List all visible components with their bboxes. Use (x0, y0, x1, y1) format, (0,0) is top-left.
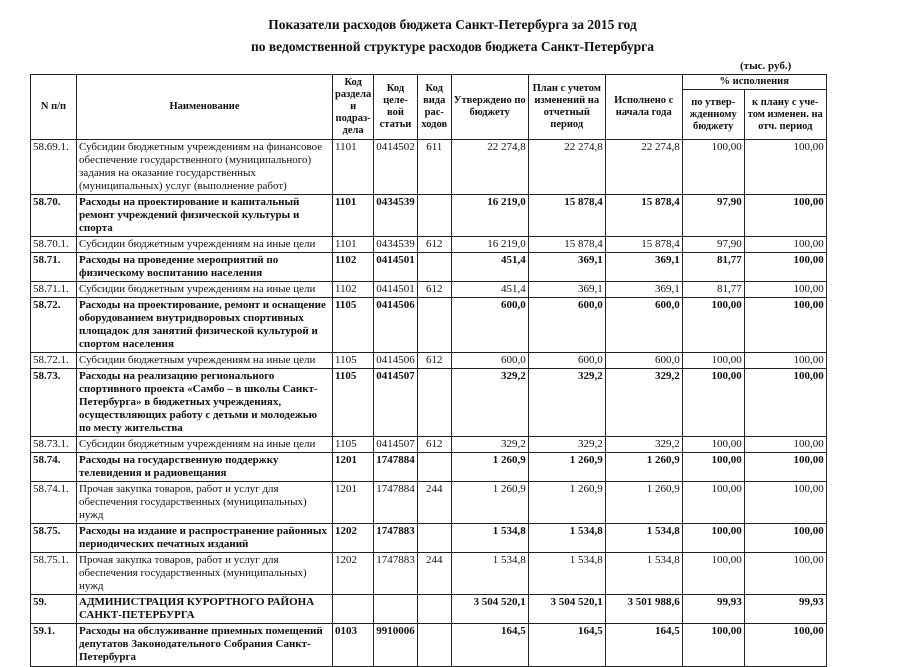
cell-name: Расходы на реализацию регионального спортивного проекта «Самбо – в школы Санкт-Петербурга» в бюджетных учреждениях, осуществляющих работу с детьми и молодежью по месту жительства (77, 369, 333, 437)
cell-num: 58.70. (31, 195, 77, 237)
cell-vid (417, 298, 451, 353)
cell-executed: 22 274,8 (605, 140, 682, 195)
cell-approved: 1 260,9 (451, 482, 528, 524)
cell-num: 58.74. (31, 453, 77, 482)
cell-pct-approved: 100,00 (682, 369, 744, 437)
cell-vid: 611 (417, 140, 451, 195)
cell-pct-plan: 100,00 (744, 353, 826, 369)
cell-statya: 0434539 (374, 237, 418, 253)
cell-num: 58.75.1. (31, 553, 77, 595)
cell-name: Прочая закупка товаров, работ и услуг для обеспечения государственных (муниципальных) нужд (77, 482, 333, 524)
cell-executed: 600,0 (605, 353, 682, 369)
cell-num: 58.72.1. (31, 353, 77, 369)
cell-pct-approved: 81,77 (682, 253, 744, 282)
cell-approved: 22 274,8 (451, 140, 528, 195)
cell-name: Расходы на издание и распространение районных периодических печатных изданий (77, 524, 333, 553)
cell-num: 59. (31, 595, 77, 624)
cell-razdel: 1202 (333, 553, 374, 595)
cell-pct-plan: 100,00 (744, 140, 826, 195)
cell-executed: 369,1 (605, 282, 682, 298)
cell-num: 58.70.1. (31, 237, 77, 253)
cell-name: Прочая закупка товаров, работ и услуг для обеспечения государственных (муниципальных) нужд (77, 553, 333, 595)
cell-plan: 369,1 (528, 282, 605, 298)
cell-num: 58.71.1. (31, 282, 77, 298)
header-plan: План с учетом изменений на отчетный период (528, 75, 605, 140)
cell-razdel: 1101 (333, 140, 374, 195)
cell-approved: 1 534,8 (451, 553, 528, 595)
cell-pct-approved: 100,00 (682, 553, 744, 595)
cell-pct-plan: 100,00 (744, 298, 826, 353)
page-title: Показатели расходов бюджета Санкт-Петербурга за 2015 год (268, 17, 637, 32)
cell-approved: 164,5 (451, 624, 528, 667)
cell-pct-plan: 100,00 (744, 437, 826, 453)
cell-name: Расходы на проектирование и капитальный ремонт учреждений физической культуры и спорта (77, 195, 333, 237)
cell-name: Расходы на проведение мероприятий по физическому воспитанию населения (77, 253, 333, 282)
cell-approved: 3 504 520,1 (451, 595, 528, 624)
cell-executed: 1 260,9 (605, 453, 682, 482)
cell-name: Расходы на обслуживание приемных помещений депутатов Законодательного Собрания Санкт-Петербурга (77, 624, 333, 667)
cell-approved: 16 219,0 (451, 237, 528, 253)
cell-plan: 600,0 (528, 353, 605, 369)
cell-pct-plan: 100,00 (744, 253, 826, 282)
cell-pct-approved: 100,00 (682, 140, 744, 195)
cell-executed: 164,5 (605, 624, 682, 667)
cell-vid: 612 (417, 237, 451, 253)
cell-executed: 600,0 (605, 298, 682, 353)
cell-statya: 0414506 (374, 353, 418, 369)
cell-pct-plan: 100,00 (744, 453, 826, 482)
cell-statya: 0414502 (374, 140, 418, 195)
cell-pct-plan: 100,00 (744, 282, 826, 298)
table-row (31, 253, 827, 282)
cell-plan: 22 274,8 (528, 140, 605, 195)
cell-name: АДМИНИСТРАЦИЯ КУРОРТНОГО РАЙОНА САНКТ-ПЕТЕРБУРГА (77, 595, 333, 624)
cell-approved: 600,0 (451, 353, 528, 369)
cell-vid: 612 (417, 437, 451, 453)
cell-pct-approved: 99,93 (682, 595, 744, 624)
cell-razdel (333, 595, 374, 624)
cell-razdel: 1101 (333, 195, 374, 237)
cell-statya: 0414506 (374, 298, 418, 353)
cell-pct-approved: 97,90 (682, 237, 744, 253)
cell-name: Субсидии бюджетным учреждениям на иные цели (77, 353, 333, 369)
cell-num: 58.72. (31, 298, 77, 353)
header-name: Наименование (77, 75, 333, 140)
cell-statya: 0434539 (374, 195, 418, 237)
cell-approved: 451,4 (451, 282, 528, 298)
cell-statya: 1747883 (374, 553, 418, 595)
cell-pct-plan: 100,00 (744, 237, 826, 253)
cell-razdel: 1101 (333, 237, 374, 253)
cell-razdel: 1105 (333, 353, 374, 369)
cell-pct-approved: 100,00 (682, 298, 744, 353)
cell-executed: 1 534,8 (605, 553, 682, 595)
cell-statya: 9910006 (374, 624, 418, 667)
cell-plan: 329,2 (528, 437, 605, 453)
header-statya: Код целе-вой статьи (374, 75, 418, 140)
header-num: N п/п (31, 75, 77, 140)
cell-name: Субсидии бюджетным учреждениям на иные цели (77, 237, 333, 253)
cell-statya: 0414507 (374, 369, 418, 437)
table-row (31, 624, 827, 667)
cell-vid: 612 (417, 282, 451, 298)
cell-executed: 3 501 988,6 (605, 595, 682, 624)
table-row (31, 237, 827, 253)
cell-plan: 600,0 (528, 298, 605, 353)
cell-plan: 15 878,4 (528, 237, 605, 253)
cell-pct-approved: 100,00 (682, 437, 744, 453)
cell-statya: 0414501 (374, 253, 418, 282)
cell-plan: 1 260,9 (528, 453, 605, 482)
table-row (31, 595, 827, 624)
cell-pct-approved: 100,00 (682, 453, 744, 482)
cell-name: Расходы на проектирование, ремонт и оснащение оборудованием внутридворовых спортивных площадок для занятий физической культурой и спортом населения (77, 298, 333, 353)
cell-vid (417, 195, 451, 237)
table-row (31, 437, 827, 453)
header-pct-group: % исполнения (682, 75, 826, 90)
table-row (31, 524, 827, 553)
cell-razdel: 1201 (333, 482, 374, 524)
table-row (31, 140, 827, 195)
cell-plan: 1 260,9 (528, 482, 605, 524)
cell-vid: 612 (417, 353, 451, 369)
cell-razdel: 1102 (333, 253, 374, 282)
cell-pct-approved: 100,00 (682, 353, 744, 369)
cell-plan: 15 878,4 (528, 195, 605, 237)
cell-statya: 1747883 (374, 524, 418, 553)
cell-pct-approved: 97,90 (682, 195, 744, 237)
cell-pct-approved: 100,00 (682, 524, 744, 553)
header-executed: Исполнено с начала года (605, 75, 682, 140)
cell-razdel: 0103 (333, 624, 374, 667)
cell-vid (417, 595, 451, 624)
cell-plan: 1 534,8 (528, 524, 605, 553)
cell-num: 58.69.1. (31, 140, 77, 195)
cell-approved: 600,0 (451, 298, 528, 353)
cell-num: 58.75. (31, 524, 77, 553)
budget-table (30, 74, 827, 667)
cell-razdel: 1102 (333, 282, 374, 298)
cell-razdel: 1201 (333, 453, 374, 482)
cell-statya (374, 595, 418, 624)
header-pct-plan: к плану с уче-том изменен. на отч. период (744, 90, 826, 140)
cell-vid (417, 253, 451, 282)
cell-approved: 329,2 (451, 369, 528, 437)
cell-name: Субсидии бюджетным учреждениям на иные цели (77, 437, 333, 453)
table-row (31, 282, 827, 298)
units-label: (тыс. руб.) (740, 60, 792, 72)
cell-num: 58.73.1. (31, 437, 77, 453)
cell-approved: 329,2 (451, 437, 528, 453)
table-row (31, 369, 827, 437)
cell-pct-approved: 100,00 (682, 482, 744, 524)
cell-statya: 1747884 (374, 453, 418, 482)
cell-pct-plan: 100,00 (744, 195, 826, 237)
cell-name: Расходы на государственную поддержку телевидения и радиовещания (77, 453, 333, 482)
cell-pct-plan: 100,00 (744, 524, 826, 553)
cell-executed: 15 878,4 (605, 237, 682, 253)
header-pct-approved: по утвер-жденному бюджету (682, 90, 744, 140)
cell-razdel: 1105 (333, 298, 374, 353)
cell-pct-plan: 100,00 (744, 553, 826, 595)
cell-pct-approved: 81,77 (682, 282, 744, 298)
table-row (31, 353, 827, 369)
cell-vid (417, 453, 451, 482)
cell-plan: 1 534,8 (528, 553, 605, 595)
cell-vid: 244 (417, 482, 451, 524)
cell-vid (417, 624, 451, 667)
cell-plan: 164,5 (528, 624, 605, 667)
cell-razdel: 1105 (333, 369, 374, 437)
cell-approved: 451,4 (451, 253, 528, 282)
cell-plan: 3 504 520,1 (528, 595, 605, 624)
cell-approved: 1 260,9 (451, 453, 528, 482)
cell-num: 59.1. (31, 624, 77, 667)
cell-pct-plan: 100,00 (744, 624, 826, 667)
page-subtitle: по ведомственной структуре расходов бюджета Санкт-Петербурга (250, 39, 655, 54)
cell-executed: 1 260,9 (605, 482, 682, 524)
cell-vid: 244 (417, 553, 451, 595)
table-row (31, 553, 827, 595)
header-vid: Код вида рас-ходов (417, 75, 451, 140)
cell-name: Субсидии бюджетным учреждениям на иные цели (77, 282, 333, 298)
cell-pct-approved: 100,00 (682, 624, 744, 667)
cell-num: 58.73. (31, 369, 77, 437)
cell-executed: 329,2 (605, 437, 682, 453)
header-razdel: Код раздела и подраз-дела (333, 75, 374, 140)
cell-num: 58.71. (31, 253, 77, 282)
cell-razdel: 1202 (333, 524, 374, 553)
cell-executed: 15 878,4 (605, 195, 682, 237)
cell-razdel: 1105 (333, 437, 374, 453)
table-row (31, 195, 827, 237)
header-approved: Утверждено по бюджету (451, 75, 528, 140)
cell-plan: 369,1 (528, 253, 605, 282)
cell-approved: 16 219,0 (451, 195, 528, 237)
cell-statya: 1747884 (374, 482, 418, 524)
cell-vid (417, 369, 451, 437)
cell-executed: 1 534,8 (605, 524, 682, 553)
cell-vid (417, 524, 451, 553)
cell-num: 58.74.1. (31, 482, 77, 524)
cell-pct-plan: 100,00 (744, 482, 826, 524)
cell-pct-plan: 99,93 (744, 595, 826, 624)
cell-plan: 329,2 (528, 369, 605, 437)
cell-pct-plan: 100,00 (744, 369, 826, 437)
table-row (31, 298, 827, 353)
cell-executed: 369,1 (605, 253, 682, 282)
cell-name: Субсидии бюджетным учреждениям на финансовое обеспечение государственного (муниципального) задания на оказание государственных (муниципальных) услуг (выполнение работ) (77, 140, 333, 195)
table-row (31, 453, 827, 482)
cell-approved: 1 534,8 (451, 524, 528, 553)
cell-statya: 0414501 (374, 282, 418, 298)
table-row (31, 482, 827, 524)
cell-executed: 329,2 (605, 369, 682, 437)
cell-statya: 0414507 (374, 437, 418, 453)
